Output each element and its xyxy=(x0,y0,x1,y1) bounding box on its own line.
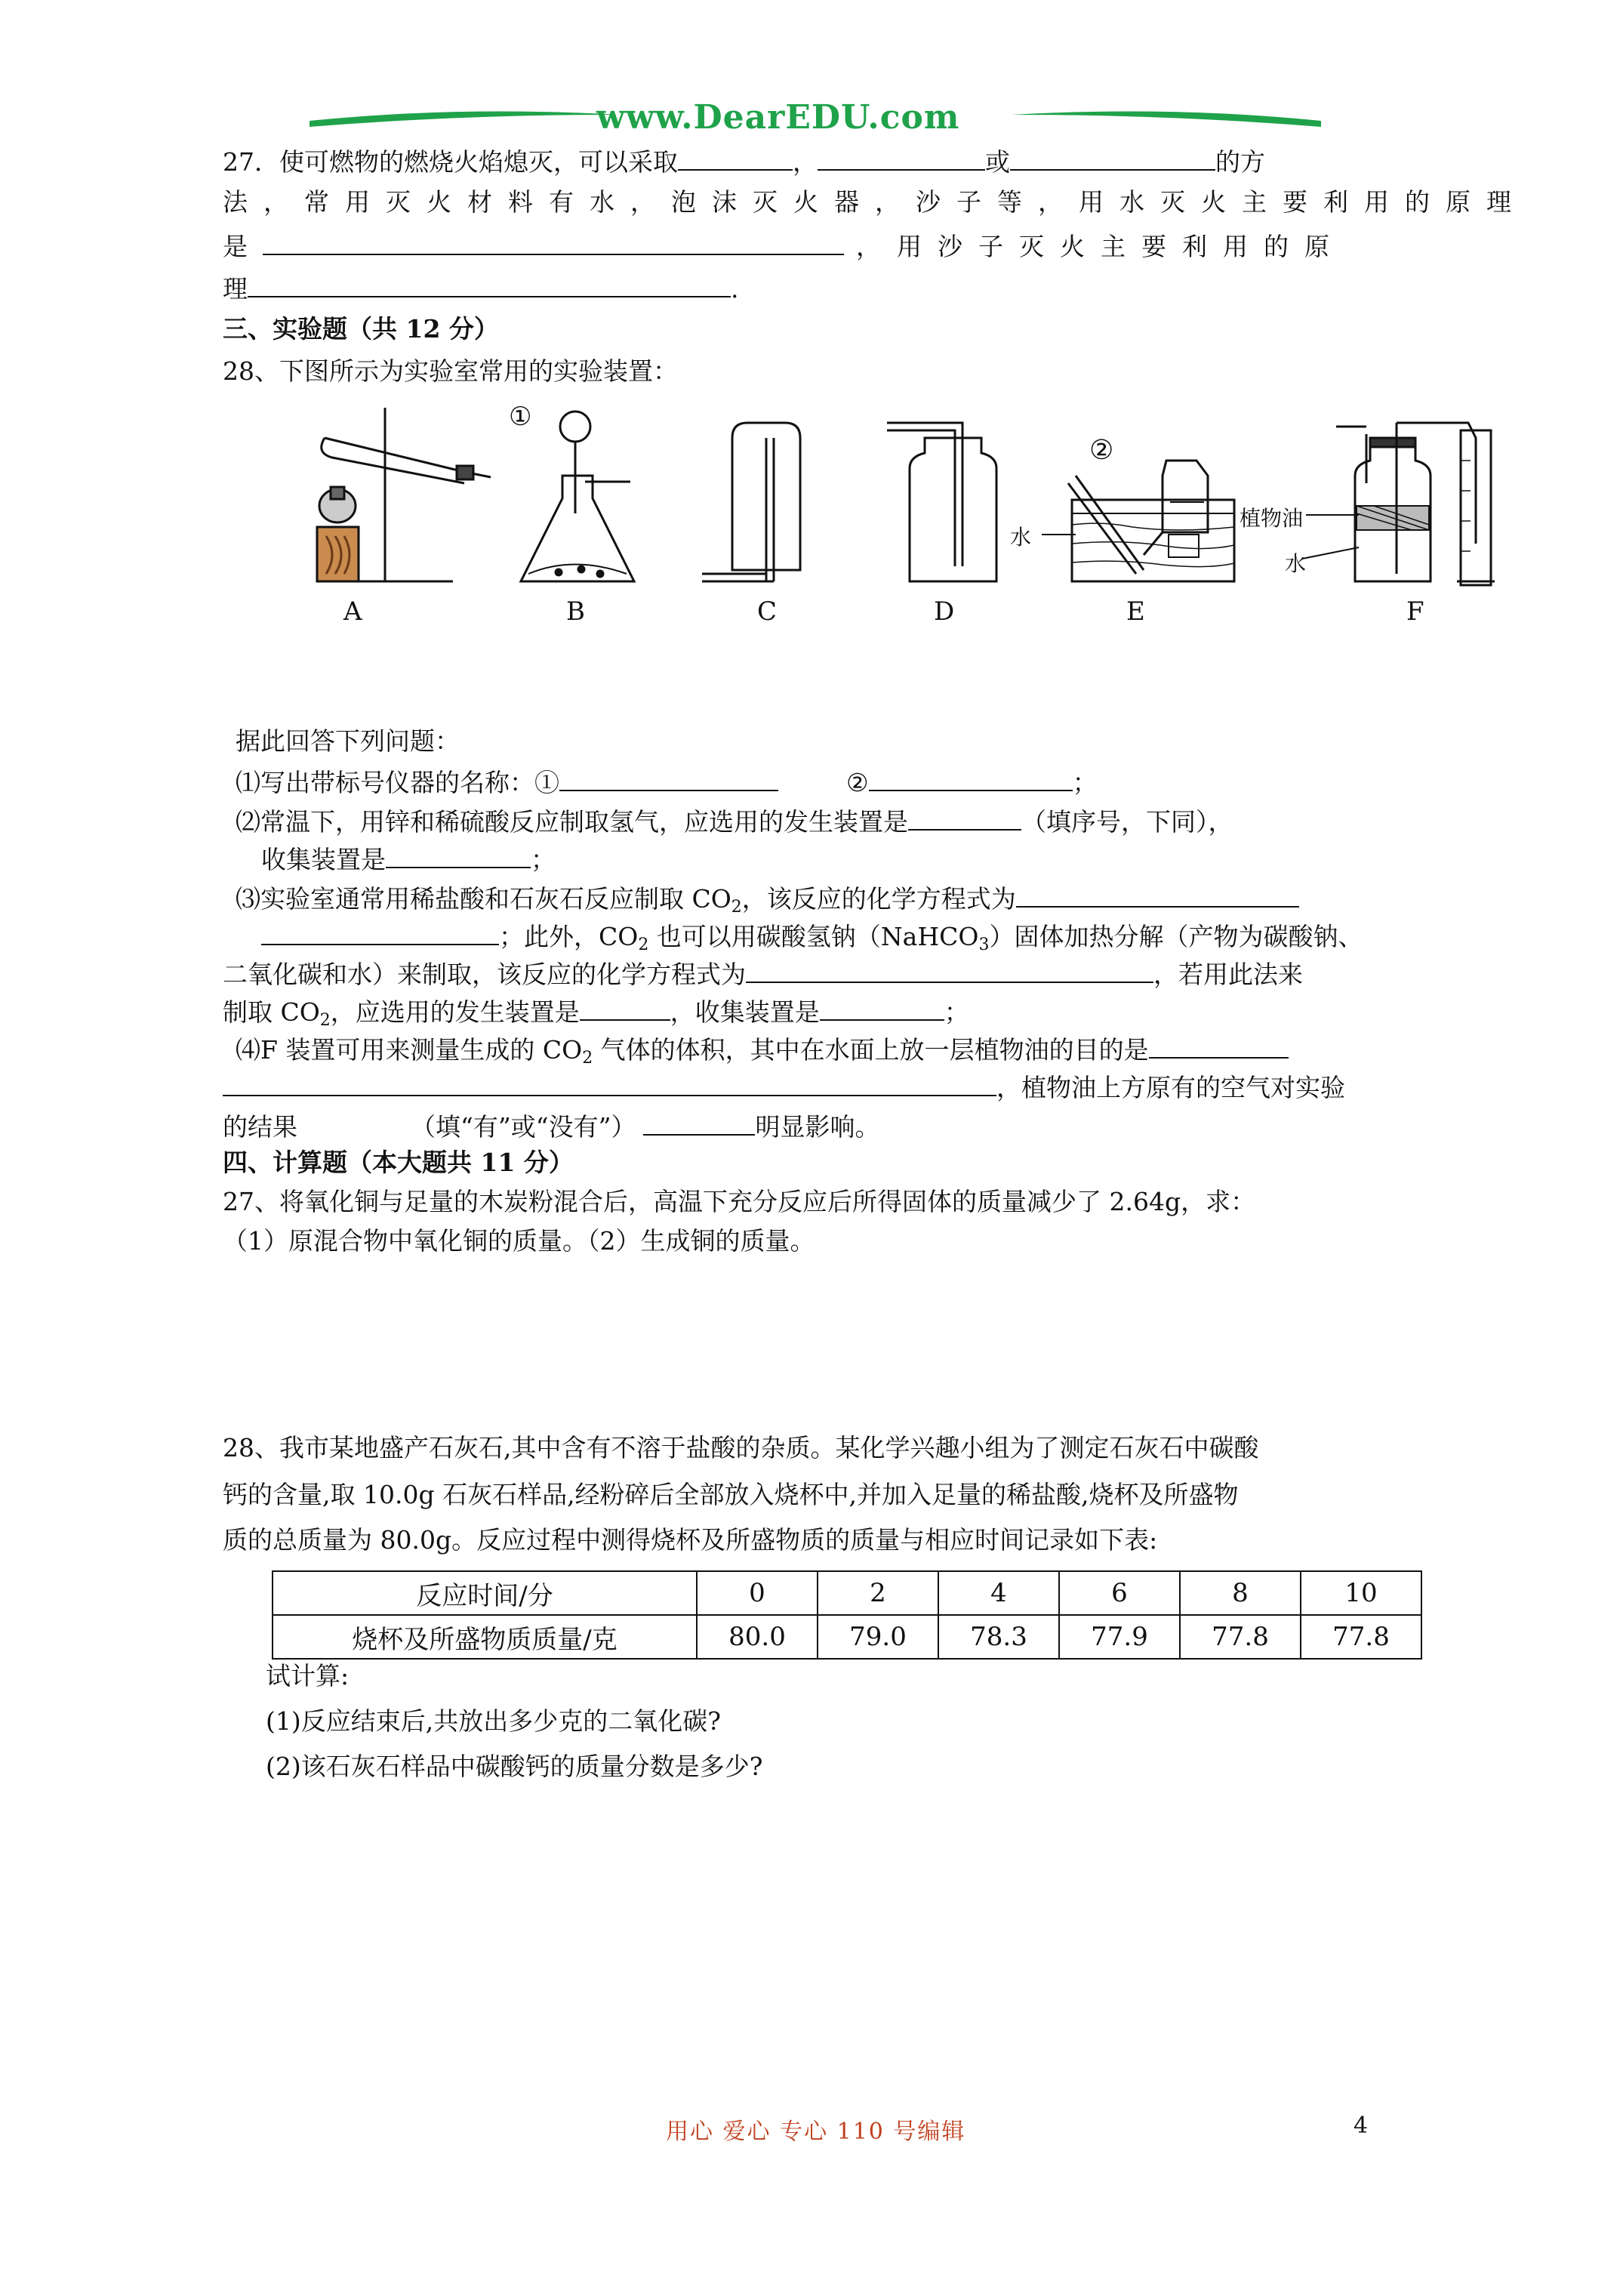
q27-blank-4[interactable] xyxy=(263,228,844,255)
page-number: 4 xyxy=(1354,2113,1369,2139)
q28-blank-10[interactable] xyxy=(1149,1031,1289,1059)
q28-part3c: 二氧化碳和水）来制取，该反应的化学方程式为 ，若用此法来 xyxy=(223,956,1303,991)
diagram-letter-a: A xyxy=(343,596,362,627)
q28-blank-11[interactable] xyxy=(223,1069,996,1096)
table-cell: 77.9 xyxy=(1059,1615,1180,1659)
q28-blank-9[interactable] xyxy=(820,994,944,1021)
apparatus-d xyxy=(887,423,996,581)
diagram-water-e: 水 xyxy=(1010,525,1032,550)
q28-blank-12[interactable] xyxy=(643,1108,755,1136)
q28-part4: ⑷F 装置可用来测量生成的 $CO_2$ 气体的体积，其中在水面上放一层植物油的目的是 xyxy=(236,1031,1289,1075)
calc28-line1: 28、我市某地盛产石灰石,其中含有不溶于盐酸的杂质。某化学兴趣小组为了测定石灰石中碳酸 xyxy=(223,1433,1259,1462)
calc28-q1: (1)反应结束后,共放出多少克的二氧化碳? xyxy=(266,1706,721,1736)
q28-part2b: 收集装置是 ； xyxy=(261,841,556,877)
apparatus-e xyxy=(1068,461,1234,581)
q28-part2: ⑵常温下，用锌和稀硫酸反应制取氢气，应选用的发生装置是 （填序号，下同）， xyxy=(236,803,1233,839)
diagram-water-f: 水 xyxy=(1285,551,1307,576)
q28-blank-8[interactable] xyxy=(580,994,670,1021)
table-row xyxy=(273,1571,1421,1615)
calc28-line3: 质的总质量为 80.0g。反应过程中测得烧杯及所盛物质的质量与相应时间记录如下表: xyxy=(223,1525,1158,1555)
diagram-label-1: ① xyxy=(509,402,532,432)
table-cell: 10 xyxy=(1301,1571,1421,1615)
table-cell: 2 xyxy=(818,1571,938,1615)
table-cell: 79.0 xyxy=(818,1615,938,1659)
q27-line3: 是 ，用沙子灭火主要利用的原 xyxy=(223,228,1345,264)
diagram-letter-f: F xyxy=(1406,596,1424,627)
table-cell: 4 xyxy=(938,1571,1059,1615)
calc28-try: 试计算: xyxy=(266,1661,350,1690)
q27-line1: 27．使可燃物的燃烧火焰熄灭，可以采取 ， 或 的方 xyxy=(223,143,1265,179)
table-header-mass: 烧杯及所盛物质质量/克 xyxy=(273,1615,697,1659)
section3-title: 三、实验题（共 12 分） xyxy=(223,314,499,344)
table-row xyxy=(273,1615,1421,1659)
header-banner xyxy=(310,97,1313,142)
q27-line2: 法，常用灭火材料有水，泡沫灭火器，沙子等，用水灭火主要利用的原理 xyxy=(223,187,1527,217)
q28-blank-5[interactable] xyxy=(1016,880,1299,908)
diagram-oil-f: 植物油 xyxy=(1240,506,1304,531)
apparatus-a xyxy=(317,408,491,581)
reaction-data-table xyxy=(272,1570,1422,1660)
table-cell: 8 xyxy=(1180,1571,1301,1615)
q27-blank-1[interactable] xyxy=(678,143,793,171)
diagram-label-2: ② xyxy=(1089,435,1114,466)
header-swoosh-left xyxy=(310,104,627,134)
table-cell: 80.0 xyxy=(697,1615,818,1659)
q28-blank-3[interactable] xyxy=(908,803,1021,831)
calc27-line1: 27、将氧化铜与足量的木炭粉混合后，高温下充分反应后所得固体的质量减少了 2.64g，求： xyxy=(223,1187,1256,1216)
diagram-letter-e: E xyxy=(1126,596,1145,627)
q28-intro: 28、下图所示为实验室常用的实验装置： xyxy=(223,356,678,386)
q28-part4b: ，植物油上方原有的空气对实验 xyxy=(223,1069,1345,1105)
q28-answer-intro: 据此回答下列问题： xyxy=(236,726,460,756)
table-cell: 6 xyxy=(1059,1571,1180,1615)
table-cell: 77.8 xyxy=(1180,1615,1301,1659)
q27-blank-3[interactable] xyxy=(1010,143,1215,171)
table-cell: 78.3 xyxy=(938,1615,1059,1659)
table-cell: 77.8 xyxy=(1301,1615,1421,1659)
q28-blank-7[interactable] xyxy=(746,956,1153,983)
apparatus-f xyxy=(1336,423,1495,585)
calc28-line2: 钙的含量,取 10.0g 石灰石样品,经粉碎后全部放入烧杯中,并加入足量的稀盐酸,烧杯及所盛物 xyxy=(223,1480,1239,1509)
q27-line4: 理 . xyxy=(223,270,739,306)
q28-blank-4[interactable] xyxy=(386,841,531,868)
q28-blank-1[interactable] xyxy=(559,764,778,791)
q28-blank-6[interactable] xyxy=(261,918,499,945)
diagram-letter-b: B xyxy=(566,596,585,627)
footer-text: 用心 爱心 专心 110 号编辑 xyxy=(666,2119,966,2145)
q27-blank-5[interactable] xyxy=(248,270,731,297)
diagram-letter-d: D xyxy=(934,596,955,627)
header-swoosh-right xyxy=(1012,104,1329,134)
q28-part3d: 制取 $CO_2$，应选用的发生装置是 ，收集装置是 ； xyxy=(223,994,969,1037)
q28-part3: ⑶实验室通常用稀盐酸和石灰石反应制取 $CO_2$，该反应的化学方程式为 xyxy=(236,880,1299,924)
q28-blank-2[interactable] xyxy=(869,764,1073,791)
diagram-letter-c: C xyxy=(757,596,778,627)
q27-blank-2[interactable] xyxy=(818,143,985,171)
apparatus-c xyxy=(702,423,800,581)
apparatus-b xyxy=(521,411,634,581)
q28-part1: ⑴写出带标号仪器的名称：① ② ； xyxy=(236,764,1098,800)
section4-title: 四、计算题（本大题共 11 分） xyxy=(223,1148,574,1177)
q28-part3b: ；此外，$CO_2$ 也可以用碳酸氢钠（NaHCO$_3$）固体加热分解（产物为碳酸钠、 xyxy=(261,918,1363,962)
apparatus-diagram xyxy=(302,393,1495,596)
calc27-line2: （1）原混合物中氧化铜的质量。（2）生成铜的质量。 xyxy=(223,1226,815,1256)
table-header-time: 反应时间/分 xyxy=(273,1571,697,1615)
q28-part4c: 的结果 （填“有”或“没有”） 明显影响。 xyxy=(223,1108,879,1144)
calc28-q2: (2)该石灰石样品中碳酸钙的质量分数是多少? xyxy=(266,1752,763,1781)
header-site-name[interactable]: www.DearEDU.com xyxy=(596,98,960,137)
table-cell: 0 xyxy=(697,1571,818,1615)
